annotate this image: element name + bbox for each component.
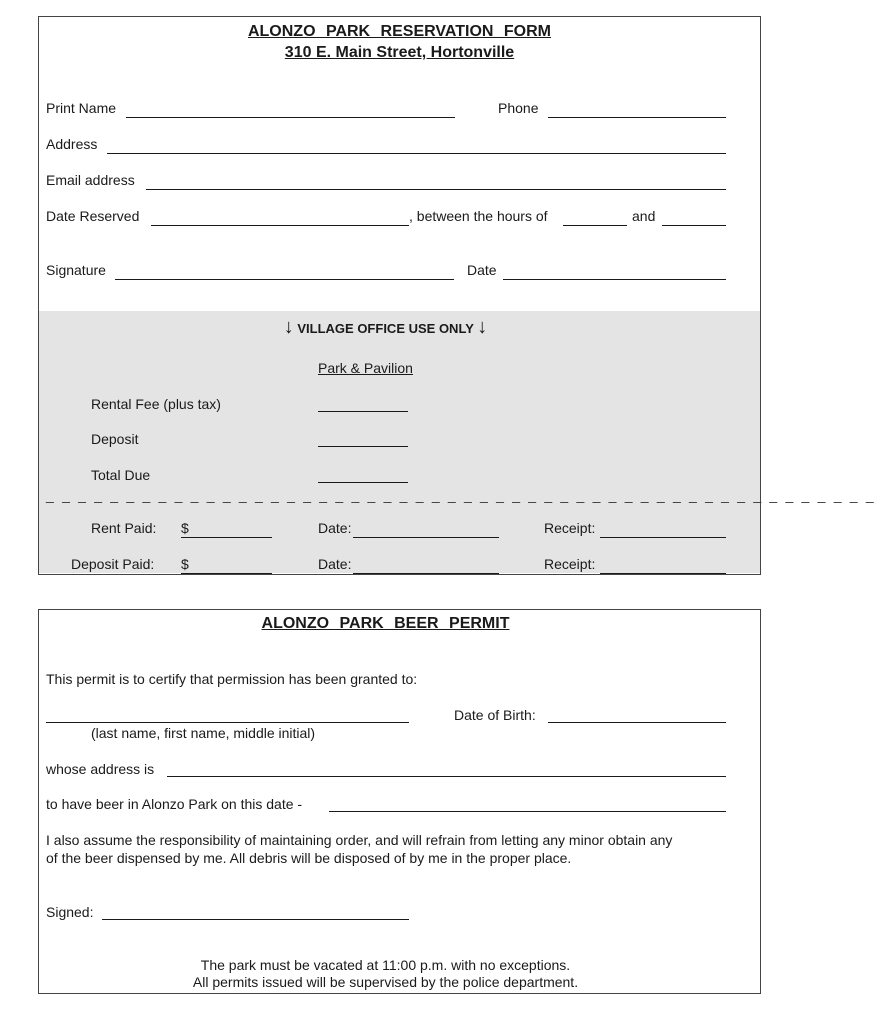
beer-date-field[interactable]	[329, 811, 726, 812]
down-arrow-icon: ↓	[283, 316, 294, 338]
address-label: Address	[46, 136, 98, 152]
rent-dollar-sign: $	[181, 520, 189, 536]
footer-line-2: All permits issued will be supervised by the police department.	[192, 974, 579, 990]
rent-paid-label: Rent Paid:	[91, 520, 157, 536]
signature-field[interactable]	[115, 279, 454, 280]
whose-address-label: whose address is	[46, 761, 155, 777]
end-hour-field[interactable]	[662, 225, 726, 226]
office-use-heading	[39, 316, 732, 339]
deposit-receipt-field[interactable]	[600, 573, 726, 574]
deposit-label: Deposit	[91, 431, 139, 447]
deposit-date-label: Date:	[318, 556, 352, 572]
between-hours-label: , between the hours of	[409, 208, 548, 224]
rental-fee-field[interactable]	[318, 411, 408, 412]
signature-label: Signature	[46, 262, 106, 278]
rental-fee-label: Rental Fee (plus tax)	[91, 396, 221, 412]
down-arrow-icon: ↓	[477, 316, 488, 338]
dob-field[interactable]	[548, 722, 726, 723]
grantee-address-field[interactable]	[167, 776, 726, 777]
permit-title: ALONZO PARK BEER PERMIT	[261, 615, 510, 632]
date-reserved-field[interactable]	[151, 225, 409, 226]
deposit-field[interactable]	[318, 446, 408, 447]
responsibility-line-2: of the beer dispensed by me. All debris will be disposed of by me in the proper place.	[46, 850, 572, 866]
certify-text: This permit is to certify that permission has been granted to:	[46, 671, 418, 687]
dashed-separator: _ _ _ _ _ _ _ _ _ _ _ _ _ _ _ _ _ _ _ _ _ _ _ _ _ _ _ _ _ _ _ _ _ _ _ _ _ _ _ _ _ _ _ _ _ _ _ _ _ _ _ _	[46, 487, 876, 503]
and-label: and	[632, 208, 656, 224]
phone-field[interactable]	[548, 117, 726, 118]
office-use-label: VILLAGE OFFICE USE ONLY	[297, 321, 474, 336]
email-field[interactable]	[146, 189, 726, 190]
footer-line-1: The park must be vacated at 11:00 p.m. with no exceptions.	[200, 957, 571, 973]
total-due-field[interactable]	[318, 482, 408, 483]
signed-label: Signed:	[46, 904, 94, 920]
rent-date-label: Date:	[318, 520, 352, 536]
total-due-label: Total Due	[91, 467, 151, 483]
reservation-address: 310 E. Main Street, Hortonville	[284, 44, 515, 61]
responsibility-line-1: I also assume the responsibility of maintaining order, and will refrain from letting any minor obtain any	[46, 832, 673, 848]
deposit-paid-field[interactable]	[181, 573, 272, 574]
date-label: Date	[467, 262, 497, 278]
phone-label: Phone	[498, 100, 539, 116]
rent-receipt-label: Receipt:	[544, 520, 596, 536]
reservation-form	[38, 16, 876, 575]
start-hour-field[interactable]	[563, 225, 627, 226]
name-hint: (last name, first name, middle initial)	[91, 725, 316, 741]
address-field[interactable]	[107, 153, 726, 154]
beer-permit-form	[38, 609, 761, 994]
deposit-receipt-label: Receipt:	[544, 556, 596, 572]
reservation-title: ALONZO PARK RESERVATION FORM	[247, 23, 552, 40]
beer-date-label: to have beer in Alonzo Park on this date -	[46, 796, 303, 812]
email-label: Email address	[46, 172, 135, 188]
park-pavilion-heading: Park & Pavilion	[318, 360, 413, 376]
print-name-label: Print Name	[46, 100, 117, 116]
rent-date-field[interactable]	[353, 537, 499, 538]
dob-label: Date of Birth:	[454, 707, 536, 723]
date-reserved-label: Date Reserved	[46, 208, 140, 224]
rent-paid-field[interactable]	[181, 537, 272, 538]
date-field[interactable]	[503, 279, 726, 280]
rent-receipt-field[interactable]	[600, 537, 726, 538]
deposit-date-field[interactable]	[353, 573, 499, 574]
signed-field[interactable]	[102, 919, 409, 920]
grantee-name-field[interactable]	[46, 722, 409, 723]
deposit-paid-label: Deposit Paid:	[71, 556, 155, 572]
print-name-field[interactable]	[126, 117, 455, 118]
deposit-dollar-sign: $	[181, 556, 189, 572]
